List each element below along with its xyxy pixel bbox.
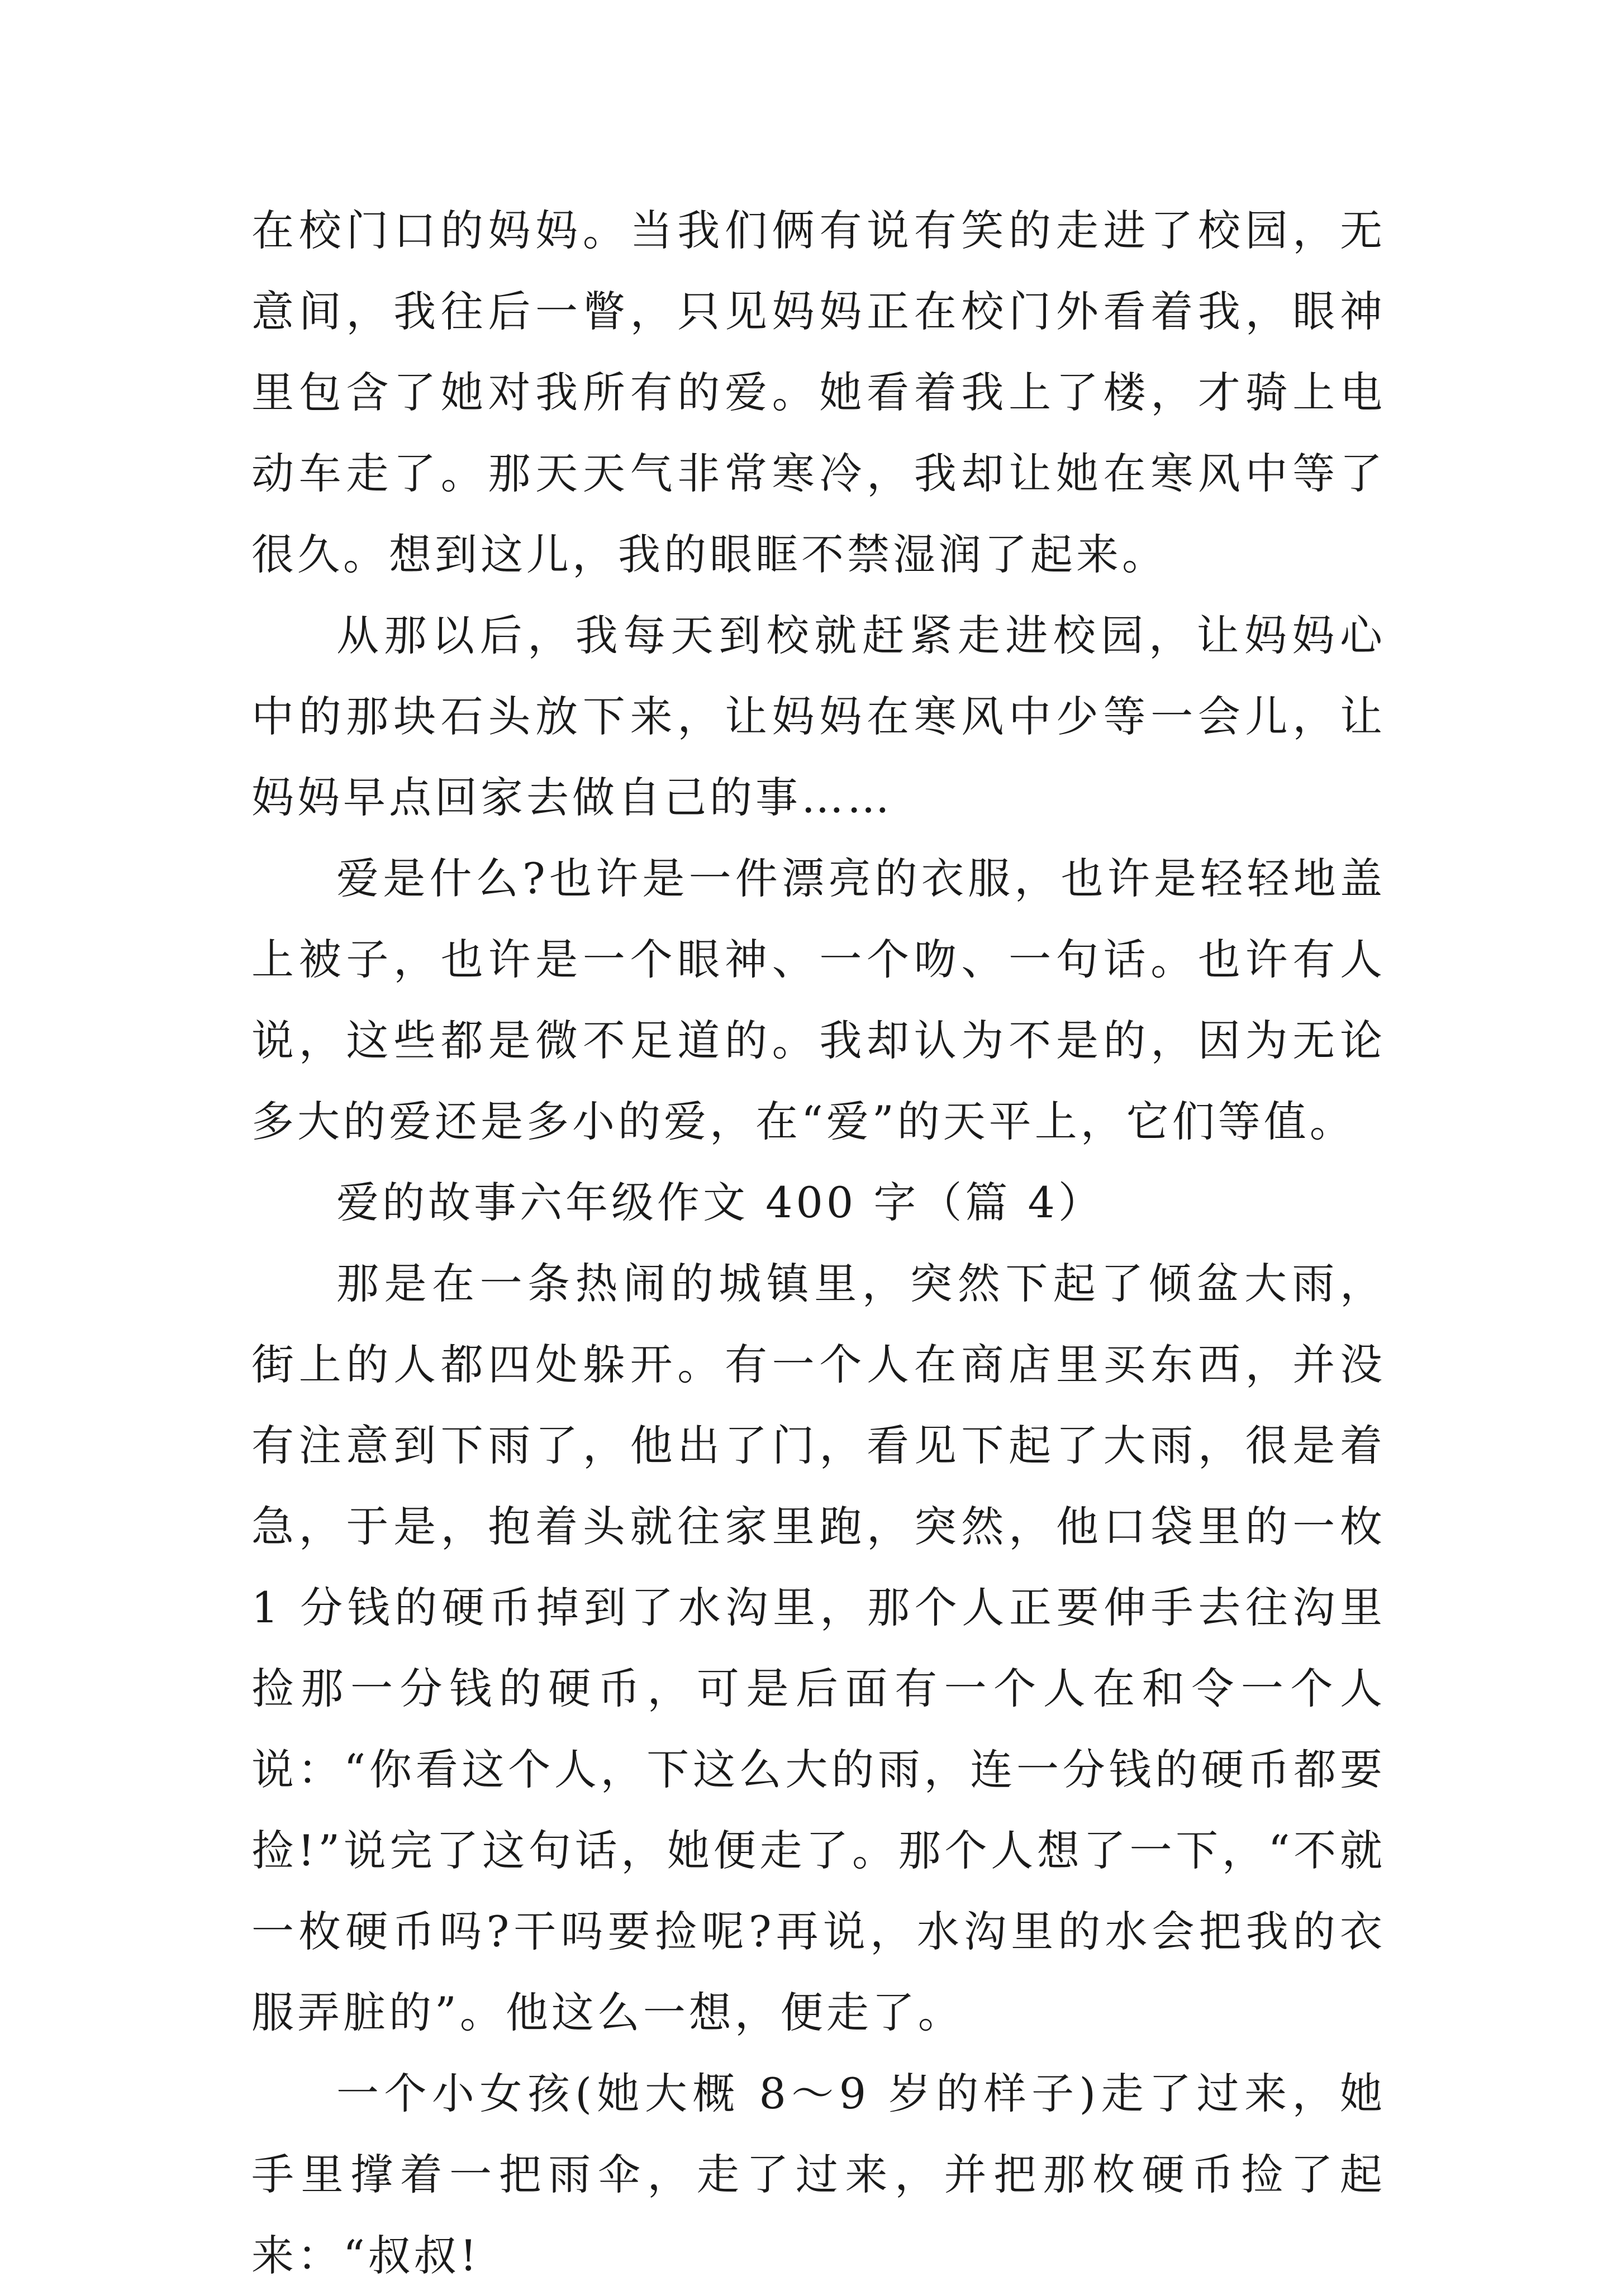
paragraph: 那是在一条热闹的城镇里，突然下起了倾盆大雨，街上的人都四处躲开。有一个人在商店里买东西，并没有注意到下雨了，他出了门，看见下起了大雨，很是着急，于是，抱着头就往家里跑，突然，他口袋里的一枚 1 分钱的硬币掉到了水沟里，那个人正要伸手去往沟里捡那一分钱的硬币，可是后面有一个人在和令一个人说：“你看这个人，下这么大的雨，连一分钱的硬币都要捡!”说完了这句话，她便走了。那个人想了一下，“不就一枚硬币吗?干吗要捡呢?再说，水沟里的水会把我的衣服弄脏的”。他这么一想，便走了。 bbox=[251, 1259, 1386, 2037]
section-heading: 爱的故事六年级作文 400 字（篇 4） bbox=[336, 1178, 1104, 1227]
paragraph: 一个小女孩(她大概 8～9 岁的样子)走了过来，她手里撑着一把雨伞，走了过来，并把那枚硬币捡了起来：“叔叔! bbox=[251, 2069, 1386, 2280]
body-text bbox=[251, 190, 1386, 2296]
paragraph: 爱是什么?也许是一件漂亮的衣服，也许是轻轻地盖上被子，也许是一个眼神、一个吻、一句话。也许有人说，这些都是微不足道的。我却认为不是的，因为无论多大的爱还是多小的爱，在“爱”的天平上，它们等值。 bbox=[251, 854, 1386, 1146]
paragraph: 在校门口的妈妈。当我们俩有说有笑的走进了校园，无意间，我往后一瞥，只见妈妈正在校门外看着我，眼神里包含了她对我所有的爱。她看着我上了楼，才骑上电动车走了。那天天气非常寒冷，我却让她在寒风中等了很久。想到这儿，我的眼眶不禁湿润了起来。 bbox=[251, 206, 1386, 579]
paragraph: 从那以后，我每天到校就赶紧走进校园，让妈妈心中的那块石头放下来，让妈妈在寒风中少等一会儿，让妈妈早点回家去做自己的事…… bbox=[251, 611, 1386, 822]
